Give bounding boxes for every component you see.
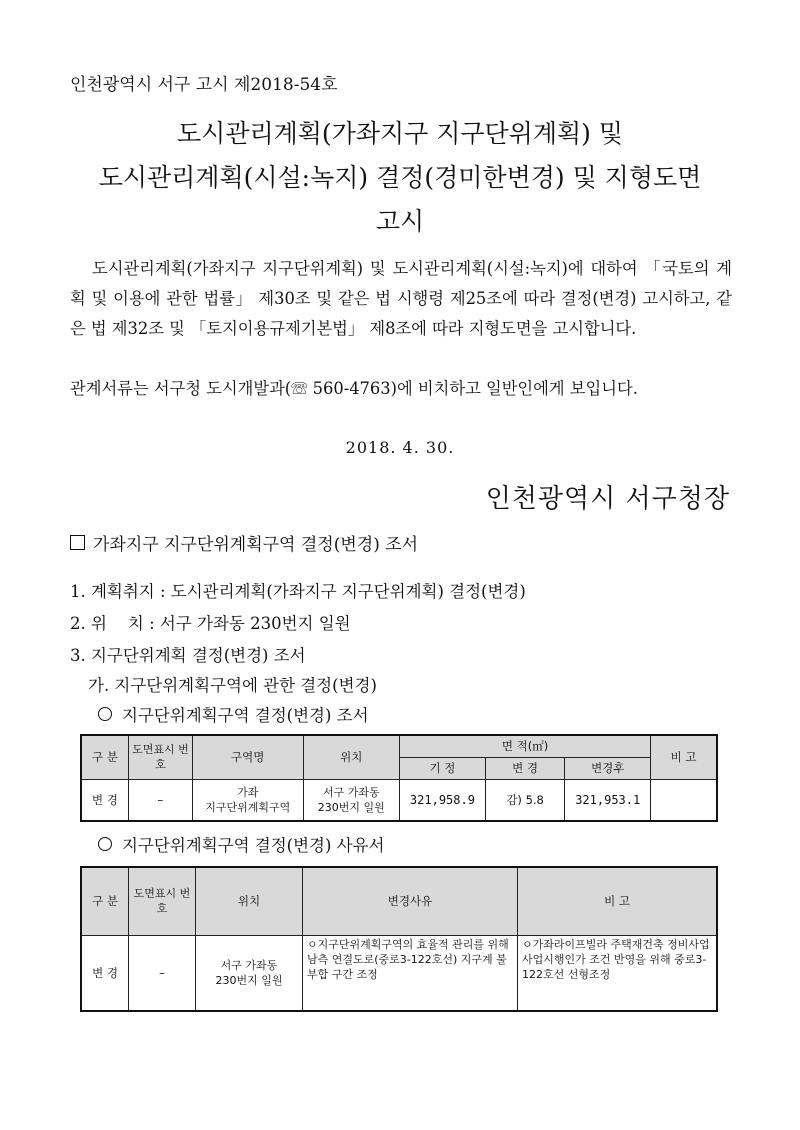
cell-area-name-1: 가좌 (237, 785, 259, 799)
notice-date: 2018. 4. 30. (345, 438, 455, 457)
th-reason: 변경사유 (303, 867, 518, 935)
th-drawing-no: 도면표시 번호 (129, 867, 196, 935)
item-purpose: 1. 계획취지 : 도시관리계획(가좌지구 지구단위계획) 결정(변경) (70, 582, 526, 601)
cell-reason: ㅇ지구단위계획구역의 효율적 관리를 위해 남측 연결도로(중로3-122호선) 지구계 불부합 구간 조정 (303, 935, 518, 1011)
area-decision-table (80, 734, 718, 822)
cell-after: 321,953.1 (565, 779, 651, 821)
th-area-name: 구역명 (192, 735, 303, 779)
section-heading (70, 530, 418, 555)
th-remarks: 비 고 (518, 867, 718, 935)
cell-location-1: 서구 가좌동 (322, 785, 380, 799)
title-line-1: 도시관리계획(가좌지구 지구단위계획) 및 (177, 119, 623, 148)
item-location: 2. 위 치 : 서구 가좌동 230번지 일원 (70, 614, 351, 633)
cell-remarks (651, 779, 717, 821)
th-remarks: 비 고 (651, 735, 717, 779)
cell-location-2: 230번지 일원 (317, 800, 385, 814)
body-paragraph-2: 관계서류는 서구청 도시개발과(☏ 560-4763)에 비치하고 일반인에게 보입니다. (70, 379, 638, 398)
th-location: 위치 (196, 867, 303, 935)
table2-caption-text: 지구단위계획구역 결정(변경) 사유서 (122, 836, 385, 855)
table-row (81, 779, 717, 821)
cell-drawing-no: – (128, 779, 192, 821)
th-location: 위치 (303, 735, 399, 779)
th-existing: 기 정 (399, 757, 485, 779)
cell-location-2: 230번지 일원 (215, 973, 283, 987)
th-category: 구 분 (81, 735, 128, 779)
item-record: 3. 지구단위계획 결정(변경) 조서 (70, 646, 306, 665)
section-heading-text: 가좌지구 지구단위계획구역 결정(변경) 조서 (93, 535, 419, 555)
title-line-3: 고시 (375, 207, 425, 236)
cell-location (303, 779, 399, 821)
th-drawing-no: 도면표시 번호 (128, 735, 192, 779)
circle-bullet-icon (98, 837, 112, 851)
cell-drawing-no: – (129, 935, 196, 1011)
table2-caption (98, 832, 384, 856)
cell-existing: 321,958.9 (399, 779, 485, 821)
cell-location (196, 935, 303, 1011)
cell-change: 감) 5.8 (485, 779, 564, 821)
cell-category: 변 경 (81, 935, 129, 1011)
item-sub-a: 가. 지구단위계획구역에 관한 결정(변경) (88, 676, 377, 695)
th-area: 면 적(㎡) (399, 735, 650, 757)
body-paragraph-1: 도시관리계획(가좌지구 지구단위계획) 및 도시관리계획(시설:녹지)에 대하여 「국토의 계획 및 이용에 관한 법률」 제30조 및 같은 법 시행령 제25조에 따라 결정(변경) 고시하고, 같은 법 제32조 및 「토지이용규제기본법」 제8조에 따라 지형도면을 고시합니다. (70, 259, 732, 338)
cell-category: 변 경 (81, 779, 128, 821)
circle-bullet-icon (98, 707, 112, 721)
table1-caption (98, 702, 369, 726)
cell-area-name (192, 779, 303, 821)
th-category: 구 분 (81, 867, 129, 935)
change-reason-table (80, 866, 718, 1012)
table1-caption-text: 지구단위계획구역 결정(변경) 조서 (122, 706, 369, 725)
issuer-name: 인천광역시 서구청장 (485, 484, 730, 514)
cell-area-name-2: 지구단위계획구역 (205, 800, 291, 814)
th-change: 변 경 (485, 757, 564, 779)
cell-location-1: 서구 가좌동 (220, 958, 278, 972)
square-bullet-icon (70, 535, 85, 550)
cell-remarks: ㅇ가좌라이프빌라 주택재건축 정비사업 사업시행인가 조건 반영을 위해 중로3-122호선 선형조정 (518, 935, 718, 1011)
notice-number: 인천광역시 서구 고시 제2018-54호 (70, 75, 338, 95)
table-row (81, 935, 717, 1011)
title-line-2: 도시관리계획(시설:녹지) 결정(경미한변경) 및 지형도면 (98, 163, 702, 192)
th-after: 변경후 (565, 757, 651, 779)
